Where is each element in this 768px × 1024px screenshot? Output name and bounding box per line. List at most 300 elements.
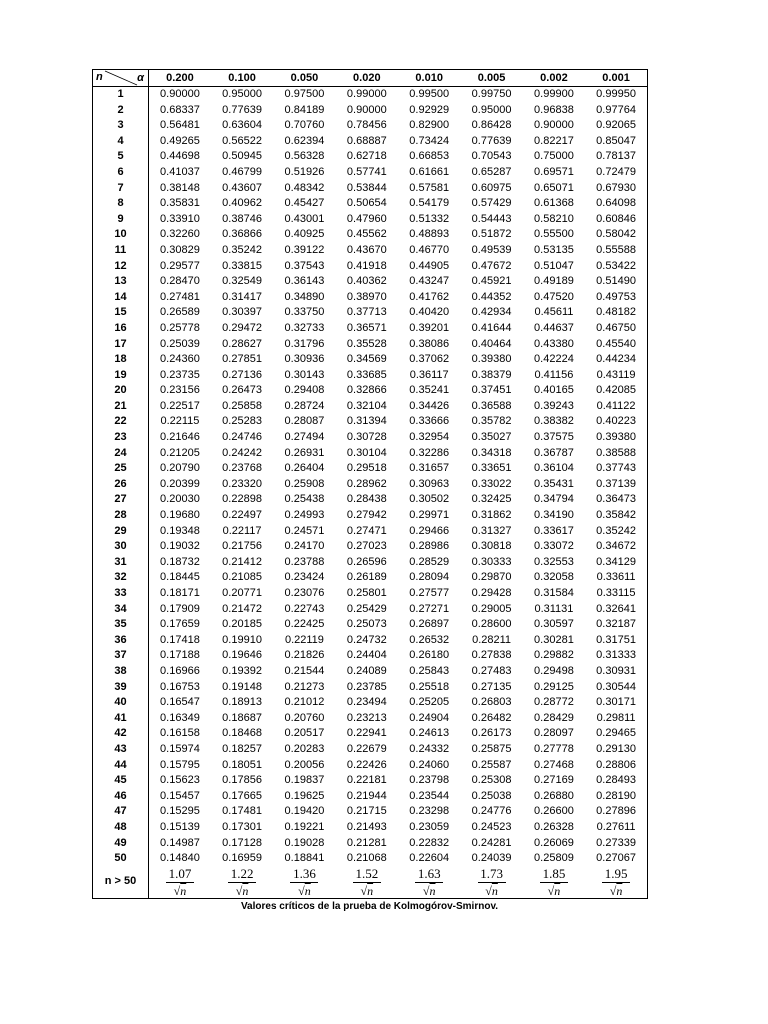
critical-value-cell: 0.28190: [596, 789, 636, 802]
table-row: [93, 461, 648, 477]
alpha-header-cell: 0.001: [585, 70, 647, 87]
critical-value-cell: 0.14987: [160, 836, 200, 849]
asymptotic-formula-cell: [336, 867, 398, 899]
critical-value-cell: 0.48893: [409, 228, 450, 241]
critical-value-cell: 0.29498: [534, 664, 574, 677]
critical-value-cell: 0.21944: [346, 789, 387, 802]
fraction-bar: [228, 882, 256, 883]
critical-value-cell: 0.33910: [160, 212, 200, 225]
critical-value-cell: 0.28806: [596, 758, 636, 771]
critical-value-cell: 0.19028: [284, 836, 325, 849]
critical-value-cell: 0.21085: [222, 571, 262, 584]
critical-value-cell: 0.18732: [160, 555, 200, 568]
asymptotic-row: [93, 867, 648, 899]
critical-value-cell: 0.18171: [160, 587, 200, 599]
critical-value-cell: 0.47960: [346, 212, 387, 225]
denominator-variable: n: [304, 883, 311, 898]
critical-value-cell: 0.16753: [160, 680, 200, 693]
critical-value-cell: 0.23785: [346, 680, 387, 693]
table-row: [93, 851, 648, 867]
sample-size-cell: 14: [93, 290, 149, 306]
critical-value-cell: 0.24904: [409, 711, 450, 724]
critical-value-cell: 0.30104: [346, 446, 387, 459]
critical-value-cell: 0.36787: [534, 446, 574, 459]
critical-value-cell: 0.23494: [346, 696, 387, 709]
fraction-bar: [290, 882, 318, 883]
sample-size-cell: 15: [93, 305, 149, 321]
critical-value-cell: 0.78456: [346, 119, 387, 132]
critical-value-cell: 0.30397: [222, 306, 262, 319]
critical-value-cell: 0.23544: [409, 789, 450, 802]
critical-value-cell: 0.51926: [284, 165, 325, 178]
table-row: [93, 290, 648, 306]
critical-value-cell: 0.30597: [534, 618, 574, 631]
critical-value-cell: 0.27896: [596, 805, 636, 818]
alpha-header-cell: 0.100: [211, 70, 273, 87]
critical-value-cell: 0.41156: [534, 368, 574, 381]
critical-value-cell: 0.28429: [534, 711, 574, 724]
critical-value-cell: 0.29428: [471, 587, 512, 599]
fraction-numerator: 1.07: [168, 866, 192, 881]
critical-value-cell: 0.72479: [596, 165, 636, 178]
critical-value-cell: 0.44905: [409, 259, 450, 272]
fraction-denominator: √n: [422, 883, 436, 898]
critical-value-cell: 0.37139: [596, 477, 636, 490]
critical-value-cell: 0.17128: [222, 836, 262, 849]
critical-value-cell: 0.27778: [534, 742, 574, 755]
critical-value-cell: 0.58042: [596, 228, 636, 241]
critical-value-cell: 0.32954: [409, 431, 450, 444]
table-row: [93, 742, 648, 758]
critical-value-cell: 0.22425: [284, 618, 325, 631]
table-row: [93, 118, 648, 134]
critical-value-cell: 0.36588: [471, 399, 512, 412]
critical-value-cell: 0.24613: [409, 727, 450, 740]
table-row: [93, 430, 648, 446]
critical-value-cell: 0.29465: [596, 727, 636, 740]
critical-value-cell: 0.46799: [222, 165, 262, 178]
fraction-denominator: √n: [298, 883, 311, 898]
critical-value-cell: 0.30171: [596, 696, 636, 709]
critical-value-cell: 0.16547: [160, 696, 200, 709]
sample-size-cell: 4: [93, 134, 149, 150]
critical-value-cell: 0.30143: [284, 368, 325, 381]
critical-value-cell: 0.99950: [596, 88, 636, 100]
table-row: [93, 446, 648, 462]
critical-value-cell: 0.17418: [160, 633, 200, 646]
sample-size-cell: 40: [93, 695, 149, 711]
table-body: [93, 87, 648, 899]
sample-size-cell: 26: [93, 477, 149, 493]
critical-value-cell: 0.43380: [534, 337, 574, 350]
table-row: [93, 726, 648, 742]
critical-value-cell: 0.34129: [596, 555, 636, 568]
alpha-header-cell: 0.005: [460, 70, 522, 87]
critical-value-cell: 0.16349: [160, 711, 200, 724]
critical-value-cell: 0.92929: [409, 103, 450, 116]
sample-size-cell: 21: [93, 399, 149, 415]
critical-value-cell: 0.25858: [222, 399, 262, 412]
critical-value-cell: 0.65287: [471, 165, 512, 178]
critical-value-cell: 0.40464: [471, 337, 512, 350]
critical-value-cell: 0.20517: [284, 727, 325, 740]
critical-value-cell: 0.53135: [534, 243, 574, 256]
critical-value-cell: 0.39380: [596, 431, 636, 444]
table-row: [93, 602, 648, 618]
critical-value-cell: 0.77639: [222, 103, 262, 116]
sample-size-cell: 20: [93, 383, 149, 399]
sample-size-cell: 24: [93, 446, 149, 462]
critical-value-cell: 0.43119: [596, 368, 636, 381]
critical-value-cell: 0.90000: [346, 103, 387, 116]
fraction: [540, 867, 568, 898]
critical-value-cell: 0.26803: [471, 696, 512, 709]
critical-value-cell: 0.33617: [534, 524, 574, 537]
critical-value-cell: 0.44637: [534, 321, 574, 334]
critical-value-cell: 0.22679: [346, 742, 387, 755]
asymptotic-formula-cell: [460, 867, 522, 899]
critical-value-cell: 0.36117: [409, 368, 449, 381]
critical-value-cell: 0.92065: [596, 119, 636, 132]
table-row: [93, 165, 648, 181]
critical-value-cell: 0.25038: [471, 789, 512, 802]
critical-value-cell: 0.50654: [346, 197, 387, 210]
critical-value-cell: 0.39122: [284, 243, 325, 256]
critical-value-cell: 0.86428: [471, 119, 512, 132]
critical-value-cell: 0.45562: [346, 228, 387, 241]
critical-value-cell: 0.15457: [160, 789, 200, 802]
critical-value-cell: 0.78137: [596, 150, 636, 163]
critical-value-cell: 0.24332: [409, 742, 450, 755]
critical-value-cell: 0.49265: [160, 134, 200, 147]
critical-value-cell: 0.51490: [596, 275, 636, 288]
asymptotic-formula-cell: [398, 867, 460, 899]
critical-value-cell: 0.37543: [284, 259, 325, 272]
critical-value-cell: 0.28211: [472, 633, 512, 646]
critical-value-cell: 0.48182: [596, 306, 636, 319]
denominator-variable: n: [554, 883, 561, 898]
critical-value-cell: 0.28962: [346, 477, 387, 490]
sample-size-cell: 36: [93, 633, 149, 649]
critical-value-cell: 0.44698: [160, 150, 200, 163]
table-row: [93, 477, 648, 493]
sample-size-cell: 13: [93, 274, 149, 290]
critical-value-cell: 0.29125: [534, 680, 574, 693]
critical-value-cell: 0.22604: [409, 852, 450, 865]
critical-value-cell: 0.39201: [409, 321, 450, 334]
critical-value-cell: 0.82900: [409, 119, 450, 132]
critical-value-cell: 0.38382: [534, 415, 574, 428]
critical-value-cell: 0.32866: [346, 384, 387, 397]
critical-value-cell: 0.15295: [160, 805, 200, 818]
critical-value-cell: 0.28094: [409, 571, 450, 584]
critical-value-cell: 0.31751: [596, 633, 636, 646]
table-row: [93, 149, 648, 165]
sample-size-cell: 12: [93, 259, 149, 275]
sample-size-cell: 49: [93, 836, 149, 852]
critical-value-cell: 0.62394: [284, 134, 325, 147]
critical-value-cell: 0.29811: [596, 711, 636, 724]
critical-value-cell: 0.95000: [222, 88, 262, 100]
critical-value-cell: 0.65071: [534, 181, 574, 194]
critical-value-cell: 0.45921: [471, 275, 512, 288]
critical-value-cell: 0.43670: [346, 243, 387, 256]
fraction: [353, 867, 381, 898]
n-header-label: n: [96, 71, 103, 83]
sample-size-cell: 25: [93, 461, 149, 477]
critical-value-cell: 0.33685: [346, 368, 387, 381]
sample-size-cell: 35: [93, 617, 149, 633]
critical-value-cell: 0.27577: [409, 587, 450, 599]
critical-value-cell: 0.99900: [534, 88, 574, 100]
fraction-numerator: 1.52: [355, 866, 379, 881]
critical-value-cell: 0.27942: [346, 509, 387, 522]
critical-value-cell: 0.35842: [596, 509, 636, 522]
critical-value-cell: 0.34569: [346, 353, 387, 366]
critical-value-cell: 0.26589: [160, 306, 200, 319]
critical-value-cell: 0.24281: [471, 836, 512, 849]
critical-value-cell: 0.29577: [160, 259, 200, 272]
critical-value-cell: 0.24360: [160, 353, 200, 366]
critical-value-cell: 0.18913: [222, 696, 262, 709]
critical-value-cell: 0.26473: [222, 384, 262, 397]
critical-value-cell: 0.42934: [471, 306, 512, 319]
critical-value-cell: 0.30544: [596, 680, 636, 693]
fraction-denominator: √n: [609, 883, 623, 898]
sample-size-cell: 9: [93, 212, 149, 228]
critical-value-cell: 0.40962: [222, 197, 262, 210]
table-row: [93, 804, 648, 820]
critical-value-cell: 0.23735: [160, 368, 200, 381]
critical-value-cell: 0.25843: [409, 664, 450, 677]
critical-value-cell: 0.64098: [596, 197, 636, 210]
critical-value-cell: 0.25308: [471, 774, 512, 787]
critical-value-cell: 0.20790: [160, 462, 200, 475]
critical-value-cell: 0.23213: [346, 711, 387, 724]
critical-value-cell: 0.30728: [346, 431, 387, 444]
critical-value-cell: 0.56328: [284, 150, 325, 163]
critical-value-cell: 0.19032: [160, 540, 200, 553]
fraction-numerator: 1.63: [417, 866, 441, 881]
sample-size-cell: 11: [93, 243, 149, 259]
critical-value-cell: 0.26404: [284, 462, 325, 475]
critical-value-cell: 0.35242: [222, 243, 262, 256]
critical-value-cell: 0.55500: [534, 228, 574, 241]
critical-value-cell: 0.38379: [471, 368, 512, 381]
critical-value-cell: 0.28724: [284, 399, 325, 412]
critical-value-cell: 0.45427: [284, 197, 325, 210]
critical-value-cell: 0.16158: [160, 727, 200, 740]
critical-value-cell: 0.42224: [534, 353, 574, 366]
critical-value-cell: 0.27611: [596, 820, 636, 833]
critical-value-cell: 0.63604: [222, 119, 262, 132]
critical-value-cell: 0.26532: [409, 633, 450, 646]
critical-value-cell: 0.22832: [409, 836, 450, 849]
table-row: [93, 383, 648, 399]
critical-value-cell: 0.35782: [471, 415, 512, 428]
critical-value-cell: 0.35241: [409, 384, 450, 397]
critical-value-cell: 0.43001: [284, 212, 325, 225]
table-row: [93, 586, 648, 602]
critical-value-cell: 0.22898: [222, 493, 262, 506]
critical-value-cell: 0.24571: [284, 524, 325, 537]
critical-value-cell: 0.29870: [471, 571, 512, 584]
critical-value-cell: 0.46750: [596, 321, 636, 334]
denominator-variable: n: [367, 883, 374, 898]
critical-value-cell: 0.33666: [409, 415, 450, 428]
critical-value-cell: 0.19646: [222, 649, 262, 662]
critical-value-cell: 0.27339: [596, 836, 636, 849]
critical-value-cell: 0.67930: [596, 181, 636, 194]
critical-value-cell: 0.27023: [346, 540, 387, 553]
critical-value-cell: 0.25587: [471, 758, 512, 771]
critical-value-cell: 0.29130: [596, 742, 636, 755]
critical-value-cell: 0.17188: [160, 649, 200, 662]
critical-value-cell: 0.33611: [596, 571, 636, 584]
critical-value-cell: 0.32641: [596, 602, 636, 615]
denominator-variable: n: [616, 883, 623, 898]
critical-value-cell: 0.29005: [471, 602, 512, 615]
critical-value-cell: 0.53844: [346, 181, 387, 194]
critical-value-cell: 0.23076: [284, 587, 325, 599]
critical-value-cell: 0.69571: [534, 165, 574, 178]
critical-value-cell: 0.35528: [346, 337, 387, 350]
critical-value-cell: 0.68337: [160, 103, 200, 116]
critical-value-cell: 0.31584: [534, 587, 574, 599]
critical-value-cell: 0.37575: [534, 431, 574, 444]
critical-value-cell: 0.15974: [160, 742, 200, 755]
critical-value-cell: 0.30818: [471, 540, 512, 553]
critical-value-cell: 0.45540: [596, 337, 636, 350]
critical-value-cell: 0.23768: [222, 462, 262, 475]
fraction-denominator: √n: [173, 883, 187, 898]
table-row: [93, 664, 648, 680]
critical-value-cell: 0.16966: [160, 664, 200, 677]
sample-size-cell: 19: [93, 368, 149, 384]
critical-value-cell: 0.38086: [409, 337, 450, 350]
critical-value-cell: 0.58210: [534, 212, 574, 225]
critical-value-cell: 0.17856: [222, 774, 262, 787]
table-row: [93, 305, 648, 321]
critical-value-cell: 0.97764: [596, 103, 636, 116]
critical-value-cell: 0.36866: [222, 228, 262, 241]
critical-value-cell: 0.32425: [471, 493, 512, 506]
critical-value-cell: 0.30829: [160, 243, 200, 256]
table-row: [93, 617, 648, 633]
critical-value-cell: 0.34672: [596, 540, 636, 553]
sample-size-cell: 46: [93, 789, 149, 805]
critical-value-cell: 0.70543: [471, 150, 512, 163]
fraction: [228, 867, 256, 898]
critical-value-cell: 0.30502: [409, 493, 450, 506]
critical-value-cell: 0.22117: [222, 524, 262, 537]
critical-value-cell: 0.27494: [284, 431, 325, 444]
critical-value-cell: 0.41918: [346, 259, 387, 272]
critical-value-cell: 0.41762: [409, 290, 450, 303]
critical-value-cell: 0.21068: [346, 852, 387, 865]
table-row: [93, 181, 648, 197]
critical-value-cell: 0.42085: [596, 384, 636, 397]
critical-value-cell: 0.22497: [222, 509, 262, 522]
critical-value-cell: 0.56522: [222, 134, 262, 147]
fraction-denominator: √n: [485, 883, 498, 898]
critical-value-cell: 0.82217: [534, 134, 574, 147]
critical-value-cell: 0.37062: [409, 353, 450, 366]
table-row: [93, 492, 648, 508]
critical-value-cell: 0.49539: [471, 243, 512, 256]
critical-value-cell: 0.21412: [222, 555, 262, 568]
table-row: [93, 680, 648, 696]
critical-value-cell: 0.36143: [284, 275, 325, 288]
asymptotic-formula-cell: [211, 867, 273, 899]
critical-value-cell: 0.41122: [596, 399, 636, 412]
table-caption: Valores críticos de la prueba de Kolmogórov-Smirnov.: [240, 901, 499, 912]
asymptotic-formula-cell: [523, 867, 585, 899]
critical-value-cell: 0.24776: [471, 805, 512, 818]
critical-value-cell: 0.18468: [222, 727, 262, 740]
critical-value-cell: 0.22119: [284, 633, 324, 646]
critical-value-cell: 0.20399: [160, 477, 200, 490]
critical-value-cell: 0.32553: [534, 555, 574, 568]
fraction-bar: [353, 882, 381, 883]
critical-value-cell: 0.35431: [534, 477, 574, 490]
table-row: [93, 758, 648, 774]
critical-value-cell: 0.26600: [534, 805, 574, 818]
fraction-numerator: 1.95: [604, 866, 628, 881]
table-row: [93, 134, 648, 150]
sample-size-cell: 34: [93, 602, 149, 618]
critical-value-cell: 0.77639: [471, 134, 512, 147]
critical-value-cell: 0.40165: [534, 384, 574, 397]
table-row: [93, 259, 648, 275]
critical-value-cell: 0.90000: [534, 119, 574, 132]
critical-value-cell: 0.24523: [471, 820, 512, 833]
fraction: [602, 867, 630, 898]
critical-value-cell: 0.25908: [284, 477, 325, 490]
critical-value-cell: 0.23424: [284, 571, 325, 584]
denominator-variable: n: [180, 883, 187, 898]
critical-value-cell: 0.31327: [471, 524, 512, 537]
critical-value-cell: 0.37713: [346, 306, 387, 319]
table-row: [93, 103, 648, 119]
critical-values-table: [92, 69, 648, 899]
sample-size-cell: 27: [93, 492, 149, 508]
critical-value-cell: 0.26482: [471, 711, 512, 724]
critical-value-cell: 0.26069: [534, 836, 574, 849]
table-row: [93, 196, 648, 212]
sample-size-cell: 30: [93, 539, 149, 555]
sample-size-cell: 42: [93, 726, 149, 742]
critical-value-cell: 0.28772: [534, 696, 574, 709]
critical-value-cell: 0.47672: [471, 259, 512, 272]
table-row: [93, 539, 648, 555]
table-row: [93, 633, 648, 649]
critical-value-cell: 0.40362: [346, 275, 387, 288]
critical-value-cell: 0.29472: [222, 321, 262, 334]
critical-value-cell: 0.17301: [222, 820, 262, 833]
critical-value-cell: 0.24404: [346, 649, 387, 662]
critical-value-cell: 0.27169: [534, 774, 574, 787]
critical-value-cell: 0.28529: [409, 555, 450, 568]
table-row: [93, 352, 648, 368]
table-row: [93, 414, 648, 430]
critical-value-cell: 0.24039: [471, 852, 512, 865]
sample-size-cell: 29: [93, 524, 149, 540]
critical-value-cell: 0.27483: [471, 664, 512, 677]
alpha-header-label: α: [137, 72, 144, 84]
alpha-header-cell: 0.200: [149, 70, 211, 87]
critical-value-cell: 0.97500: [284, 88, 325, 100]
